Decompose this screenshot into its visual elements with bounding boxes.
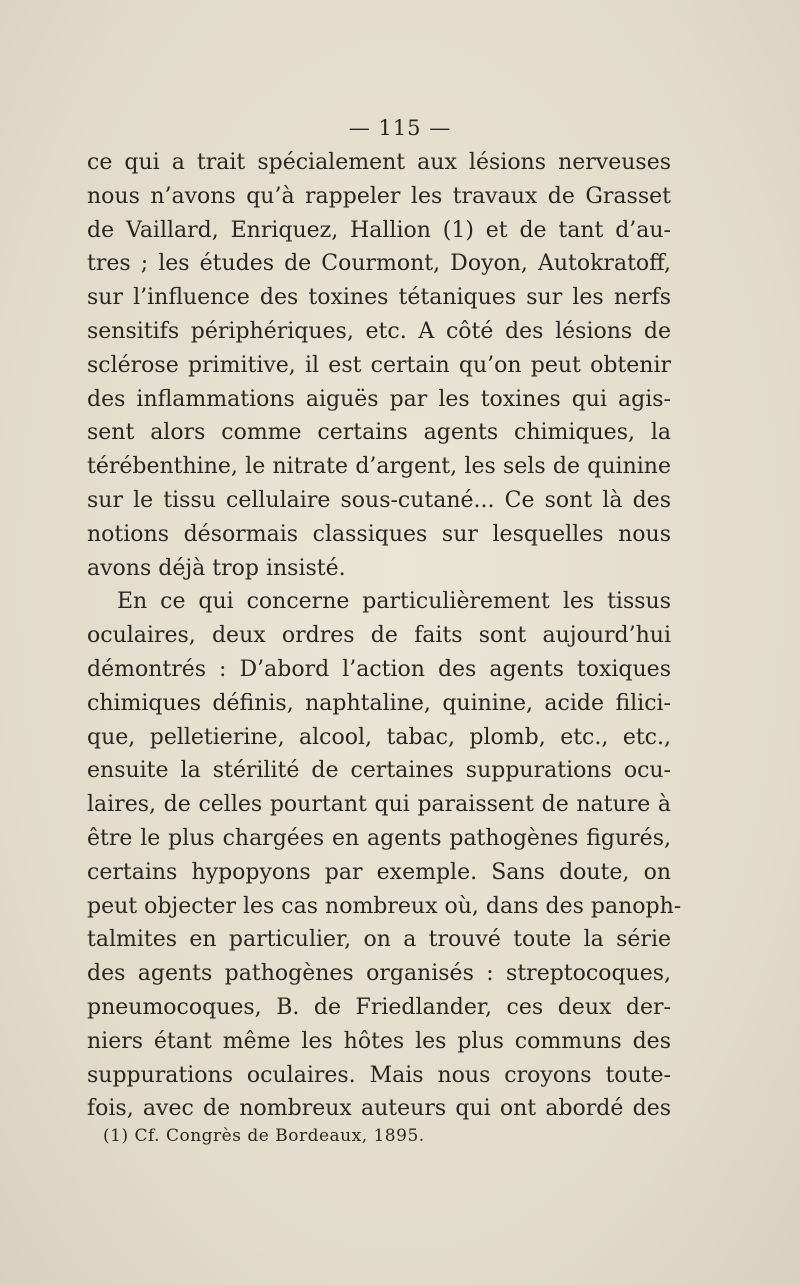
text-line: des inflammations aiguës par les toxines qui agis- [87,386,671,412]
text-line: des agents pathogènes organisés : streptocoques, [87,961,671,987]
text-line: fois, avec de nombreux auteurs qui ont abordé des [87,1096,671,1122]
text-line: avons déjà trop insisté. [87,555,346,581]
text-line: certains hypopyons par exemple. Sans doute, on [87,859,671,885]
body-text [87,146,682,1126]
text-line: nous n’avons qu’à rappeler les travaux de Grasset [87,183,671,209]
text-line: peut objecter les cas nombreux où, dans des panoph- [87,893,682,919]
text-line: sent alors comme certains agents chimiques, la [87,420,671,446]
text-line: En ce qui concerne particulièrement les tissus [117,589,671,615]
text-line: notions désormais classiques sur lesquelles nous [87,521,671,547]
text-line: être le plus chargées en agents pathogènes figurés, [87,825,671,851]
page-number: — 115 — [348,116,452,140]
text-line: suppurations oculaires. Mais nous croyons toute- [87,1062,671,1088]
text-line: de Vaillard, Enriquez, Hallion (1) et de tant d’au- [87,217,671,243]
text-line: laires, de celles pourtant qui paraissent de nature à [87,792,671,818]
text-line: sensitifs périphériques, etc. A côté des lésions de [87,318,671,344]
text-line: sur le tissu cellulaire sous-cutané... Ce sont là des [87,487,671,513]
text-line: talmites en particulier, on a trouvé toute la série [87,927,671,953]
text-line: que, pelletierine, alcool, tabac, plomb, etc., etc., [87,724,671,750]
text-line: ensuite la stérilité de certaines suppurations ocu- [87,758,671,784]
text-line: pneumocoques, B. de Friedlander, ces deux der- [87,994,671,1020]
text-line: sur l’influence des toxines tétaniques sur les nerfs [87,285,671,311]
footnote: (1) Cf. Congrès de Bordeaux, 1895. [103,1126,425,1146]
text-line: tres ; les études de Courmont, Doyon, Autokratoff, [87,251,671,277]
text-line: ce qui a trait spécialement aux lésions nerveuses [87,150,671,175]
text-line: oculaires, deux ordres de faits sont aujourd’hui [87,623,671,649]
text-line: térébenthine, le nitrate d’argent, les sels de quinine [87,454,671,480]
text-line: démontrés : D’abord l’action des agents toxiques [87,656,671,682]
text-line: chimiques définis, naphtaline, quinine, acide filici- [87,690,671,716]
text-line: niers étant même les hôtes les plus communs des [87,1028,671,1054]
text-line: sclérose primitive, il est certain qu’on peut obtenir [87,352,671,378]
